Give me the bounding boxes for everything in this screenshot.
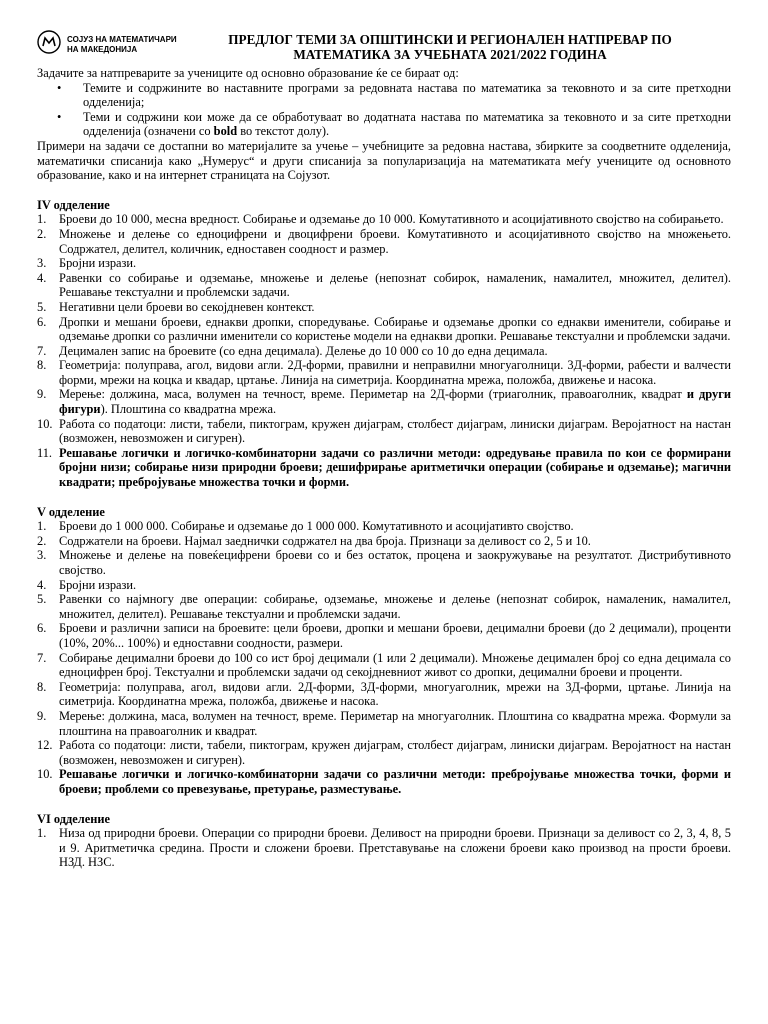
list-item xyxy=(37,621,731,650)
item-text: Броеви до 1 000 000. Собирање и одземање до 1 000 000. Комутативното и асоцијативто својство. xyxy=(59,519,574,534)
logo-text xyxy=(67,35,177,55)
list-item xyxy=(37,256,731,271)
list-item xyxy=(37,344,731,359)
item-text: Равенки со собирање и одземање, множење и делење (непознат собирок, намаленик, намалител, множител, делител). Решавање текстуални и проблемски задачи. xyxy=(59,270,731,300)
item-number: 8. xyxy=(37,679,47,694)
item-text: Дропки и мешани броеви, еднакви дропки, споредување. Собирање и одземање дропки со еднакви именители, собирање и одземање дропки со различни именители со користење модели на еднакви дропки. Решавање текстуални и проблемски задачи. xyxy=(59,314,731,344)
list-item xyxy=(37,826,731,870)
item-text: Броеви до 10 000, месна вредност. Собирање и одземање до 10 000. Комутативното и асоцијативното својство на собирањето. xyxy=(59,212,724,227)
item-number: 2. xyxy=(37,533,47,548)
list-item xyxy=(37,358,731,387)
title-line-1: ПРЕДЛОГ ТЕМИ ЗА ОПШТИНСКИ И РЕГИОНАЛЕН НАТПРЕВАР ПО xyxy=(228,32,672,47)
item-text: Решавање логички и логичко-комбинаторни задачи со различни методи: пребројување множества точки, форми и броеви; проблеми со превезување, претурање, разместување. xyxy=(59,767,731,796)
spacer xyxy=(37,797,731,812)
bullet-text: Теми и содржини кои може да се обработуваат во додатната настава по математика за тековното и за сите претходни одделенија (означени со xyxy=(83,109,731,139)
item-number: 4. xyxy=(37,270,47,285)
item-text: Негативни цели броеви во секојдневен контекст. xyxy=(59,299,315,314)
list-item xyxy=(37,578,731,593)
bold-term: bold xyxy=(213,124,238,139)
list-item xyxy=(37,548,731,577)
association-logo xyxy=(37,30,177,66)
item-number: 9. xyxy=(37,387,47,402)
list-item xyxy=(37,651,731,680)
item-text: Равенки со најмногу две операции: собирање, одземање, множење и делење (непознат собирок, намаленик, намалител, множител, делител). Решавање текстуални и проблемски задачи. xyxy=(59,592,731,621)
item-text: Собирање децимални броеви до 100 со ист број децимали (1 или 2 децимали). Множење децимален број со една децимала со едноцифрен број. Текстуални и проблемски задачи од секојдневниот живот со дропки, децимални броеви и проценти. xyxy=(59,650,731,680)
list-item xyxy=(37,534,731,549)
item-number: 11. xyxy=(37,445,53,460)
logo-line-1: СОЈУЗ НА МАТЕМАТИЧАРИ xyxy=(67,35,177,44)
item-text: Мерење: должина, маса, волумен на течност, време. Периметар на 2Д-форми (триаголник, правоаголник, квадрат xyxy=(59,387,687,402)
item-number: 3. xyxy=(37,548,47,563)
item-number: 6. xyxy=(37,314,47,329)
item-text: Децимален запис на броевите (со една децимала). Делење до 10 000 со 10 до една децимала. xyxy=(59,343,548,358)
bullet-text: во текстот долу). xyxy=(237,124,330,139)
spacer xyxy=(37,490,731,505)
item-number: 1. xyxy=(37,212,47,227)
item-text: Геометрија: полуправа, агол, видови агли. 2Д-форми, правилни и неправилни многуаголници. 3Д-форми, рабести и валчести форми, мрежи на коцка и квадар, цртање. Линија на симетрија. Координатна мрежа, положба, движење и насока. xyxy=(59,358,731,387)
list-item xyxy=(37,446,731,490)
item-text: Низа од природни броеви. Операции со природни броеви. Деливост на природни броеви. Признаци за деливост со 2, 3, 4, 8, 5 и 9. Аритметичка средина. Прости и сложени броеви. Претставување на сложени броеви како производ на прости броеви. НЗД. НЗС. xyxy=(59,826,731,870)
grade-6-list xyxy=(37,826,731,870)
grade-4-heading: IV одделение xyxy=(37,197,110,212)
list-item xyxy=(37,709,731,738)
grade-5-list xyxy=(37,519,731,796)
item-text: ). Плоштина со квадратна мрежа. xyxy=(100,402,277,417)
item-number: 9. xyxy=(37,708,47,723)
item-text: Содржатели на броеви. Најмал заеднички содржател на два броја. Признаци за деливост со 2, 5 и 10. xyxy=(59,533,591,548)
item-number: 12. xyxy=(37,738,53,753)
item-number: 1. xyxy=(37,519,47,534)
item-number: 8. xyxy=(37,358,47,373)
item-number: 10. xyxy=(37,767,53,782)
item-number: 5. xyxy=(37,592,47,607)
document-body xyxy=(37,66,731,870)
item-text: Работа со податоци: листи, табели, пиктограм, кружен дијаграм, столбест дијаграм, линиски дијаграм. Веројатност на настан (возможен, невозможен и сигурен). xyxy=(59,416,731,446)
item-text: Бројни изрази. xyxy=(59,256,137,271)
list-item xyxy=(37,315,731,344)
item-text: и други фигури xyxy=(59,387,731,417)
list-item xyxy=(37,227,731,256)
list-item xyxy=(37,271,731,300)
item-text: Мерење: должина, маса, волумен на течност, време. Периметар на многуаголник. Плоштина со квадратна мрежа. Формули за плоштина на правоаголник и квадрат. xyxy=(59,708,731,738)
item-number: 7. xyxy=(37,343,47,358)
bullet-item: • Темите и содржините во наставните програми за редовната настава по математика за тековното и за сите претходни одделенија; xyxy=(37,81,731,110)
item-text: Решавање логички и логичко-комбинаторни задачи со различни методи: одредување правила по кои се формирани бројни низи; собирање низи природни броеви; дешифрирање аритметички операции (собирање и одземање); магични квадрати; пребројување множества точки и форми. xyxy=(59,445,731,490)
item-number: 3. xyxy=(37,256,47,271)
grade-4-list xyxy=(37,212,731,489)
logo-line-2: НА МАКЕДОНИЈА xyxy=(67,45,138,54)
spacer xyxy=(37,183,731,198)
logo-emblem-icon xyxy=(37,30,61,54)
page-title xyxy=(200,33,700,62)
bullet-list xyxy=(37,81,731,139)
list-item xyxy=(37,592,731,621)
list-item xyxy=(37,519,731,534)
grade-6-heading: VI одделение xyxy=(37,811,110,826)
item-text: Бројни изрази. xyxy=(59,577,137,592)
title-line-2: МАТЕМАТИКА ЗА УЧЕБНАТА 2021/2022 ГОДИНА xyxy=(293,46,607,62)
item-number: 6. xyxy=(37,621,47,636)
item-text: Множење и делење со едноцифрени и двоцифрени броеви. Комутативното и асоцијативното својство на множењето. Содржател, делител, количник, едноставен соодност и размер. xyxy=(59,226,731,256)
bullet-item xyxy=(37,110,731,139)
examples-paragraph: Примери на задачи се достапни во материјалите за учење – учебниците за редовна настава, збирките за соодветните одделенија, математички списанија како „Нумерус“ и други списанија за популаризација на математиката меѓу учениците од основното образование, како и на интернет страницата на Сојузот. xyxy=(37,138,731,183)
list-item xyxy=(37,738,731,767)
item-text: Геометрија: полуправа, агол, видови агли. 2Д-форми, 3Д-форми, многуаголник, мрежи на 3Д-форми, цртање. Линија на симетрија. Координатна мрежа, положба, движење и насока. xyxy=(59,679,731,709)
list-item xyxy=(37,767,731,796)
item-number: 5. xyxy=(37,299,47,314)
item-text: Броеви и различни записи на броевите: цели броеви, дропки и мешани броеви, децимални броеви (до 2 децимали), проценти (10%, 20%... 100%) и едноставни соодности, размери. xyxy=(59,621,731,650)
item-text: Работа со податоци: листи, табели, пиктограм, кружен дијаграм, столбест дијаграм, линиски дијаграм. Веројатност на настан (возможен, невозможен и сигурен). xyxy=(59,738,731,767)
list-item xyxy=(37,300,731,315)
item-number: 4. xyxy=(37,577,47,592)
item-number: 1. xyxy=(37,826,47,841)
intro-text: Задачите за натпреварите за учениците од основно образование ќе се бираат од: xyxy=(37,66,459,80)
item-number: 2. xyxy=(37,226,47,241)
list-item xyxy=(37,212,731,227)
list-item xyxy=(37,387,731,416)
list-item xyxy=(37,417,731,446)
item-number: 7. xyxy=(37,650,47,665)
grade-5-heading: V одделение xyxy=(37,504,105,519)
list-item xyxy=(37,680,731,709)
item-text: Множење и делење на повеќецифрени броеви со и без остаток, процена и заокружување на резултатот. Дистрибутивното својство. xyxy=(59,548,731,577)
item-number: 10. xyxy=(37,416,53,431)
